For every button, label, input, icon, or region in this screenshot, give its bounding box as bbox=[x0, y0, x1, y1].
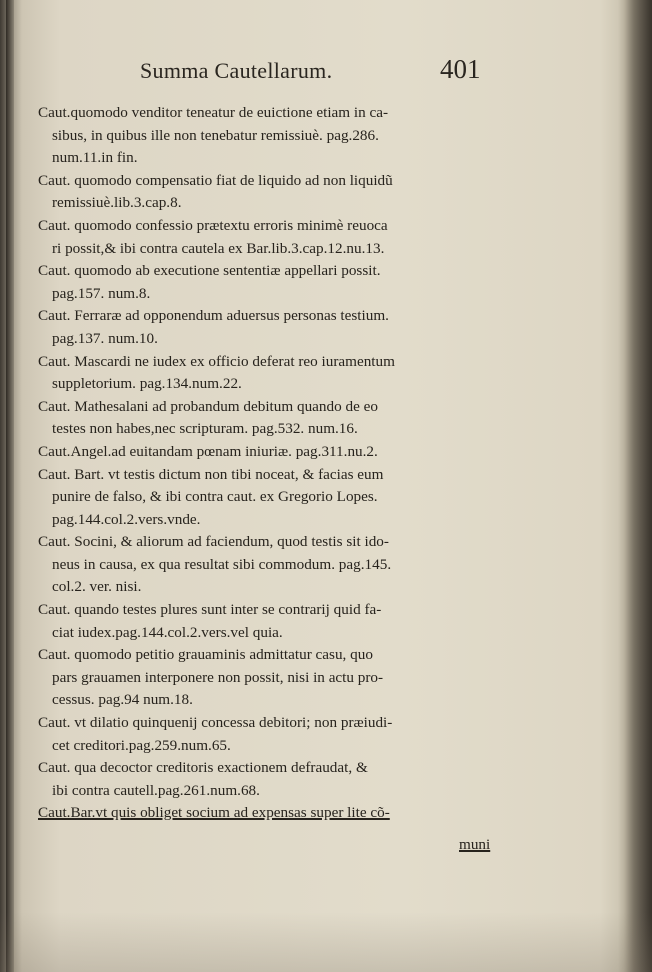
entry-line: punire de falso, & ibi contra caut. ex Gregorio Lopes. bbox=[52, 488, 378, 506]
index-entry bbox=[38, 215, 518, 260]
entry-line: Caut.Angel.ad euitandam pœnam iniuriæ. pag.311.nu.2. bbox=[38, 442, 378, 460]
entry-line: Caut. quomodo petitio grauaminis admittatur casu, quo bbox=[38, 646, 373, 664]
entry-line: pag.137. num.10. bbox=[52, 329, 158, 347]
entry-line: cet creditori.pag.259.num.65. bbox=[52, 736, 231, 754]
entry-line: Caut. Socini, & aliorum ad faciendum, quod testis sit ido- bbox=[38, 533, 389, 551]
entry-line: pag.144.col.2.vers.vnde. bbox=[52, 510, 201, 528]
gutter-shadow bbox=[624, 0, 652, 972]
entry-line: ri possit,& ibi contra cautela ex Bar.lib.3.cap.12.nu.13. bbox=[52, 239, 385, 257]
running-title: Summa Cautellarum. bbox=[140, 58, 333, 83]
entry-line: pag.157. num.8. bbox=[52, 284, 151, 302]
entry-line: num.11.in fin. bbox=[52, 149, 138, 167]
entry-line: Caut. quomodo confessio prætextu erroris minimè reuoca bbox=[38, 216, 388, 234]
index-entry bbox=[38, 712, 518, 757]
index-entries bbox=[38, 102, 518, 825]
entry-line: sibus, in quibus ille non tenebatur remissiuè. pag.286. bbox=[52, 126, 379, 144]
entry-line: Caut. Bart. vt testis dictum non tibi noceat, & facias eum bbox=[38, 465, 384, 483]
entry-line: suppletorium. pag.134.num.22. bbox=[52, 375, 242, 393]
index-entry bbox=[38, 396, 518, 441]
entry-line: Caut.quomodo venditor teneatur de euictione etiam in ca- bbox=[38, 104, 389, 121]
entry-line: testes non habes,nec scripturam. pag.532. num.16. bbox=[52, 420, 358, 438]
index-entry bbox=[38, 305, 518, 350]
index-entry bbox=[38, 351, 518, 396]
index-entry bbox=[38, 441, 518, 464]
index-entry bbox=[38, 531, 518, 599]
index-entry bbox=[38, 644, 518, 712]
entry-line: Caut. Ferraræ ad opponendum aduersus personas testium. bbox=[38, 307, 389, 325]
index-entry bbox=[38, 757, 518, 802]
page-edge bbox=[6, 0, 14, 972]
catchword: muni bbox=[459, 836, 491, 853]
index-entry bbox=[38, 102, 518, 170]
entry-line: ciat iudex.pag.144.col.2.vers.vel quia. bbox=[52, 623, 283, 641]
entry-line: Caut. Mathesalani ad probandum debitum quando de eo bbox=[38, 397, 378, 415]
entry-line: Caut. qua decoctor creditoris exactionem defraudat, & bbox=[38, 759, 368, 777]
index-entry bbox=[38, 464, 518, 532]
entry-line: Caut.Bar.vt quis obliget socium ad expensas super lite cõ- bbox=[38, 804, 390, 822]
entry-line: Caut. quomodo ab executione sententiæ appellari possit. bbox=[38, 262, 381, 280]
entry-line: remissiuè.lib.3.cap.8. bbox=[52, 194, 182, 212]
index-entry bbox=[38, 170, 518, 215]
entry-line: pars grauamen interponere non possit, nisi in actu pro- bbox=[52, 668, 384, 686]
entry-line: ibi contra cautell.pag.261.num.68. bbox=[52, 781, 260, 799]
page-number: 401 bbox=[440, 54, 481, 84]
entry-line: col.2. ver. nisi. bbox=[52, 578, 142, 596]
index-entry bbox=[38, 802, 518, 825]
entry-line: cessus. pag.94 num.18. bbox=[52, 691, 193, 709]
entry-line: Caut. quando testes plures sunt inter se contrarij quid fa- bbox=[38, 601, 382, 619]
index-entry bbox=[38, 599, 518, 644]
entry-line: neus in causa, ex qua resultat sibi commodum. pag.145. bbox=[52, 555, 392, 573]
index-entry bbox=[38, 260, 518, 305]
entry-line: Caut. quomodo compensatio fiat de liquido ad non liquidũ bbox=[38, 171, 393, 189]
entry-line: Caut. Mascardi ne iudex ex officio deferat reo iuramentum bbox=[38, 352, 395, 370]
bottom-margin bbox=[0, 912, 652, 972]
entry-line: Caut. vt dilatio quinquenij concessa debitori; non præiudi- bbox=[38, 714, 393, 732]
